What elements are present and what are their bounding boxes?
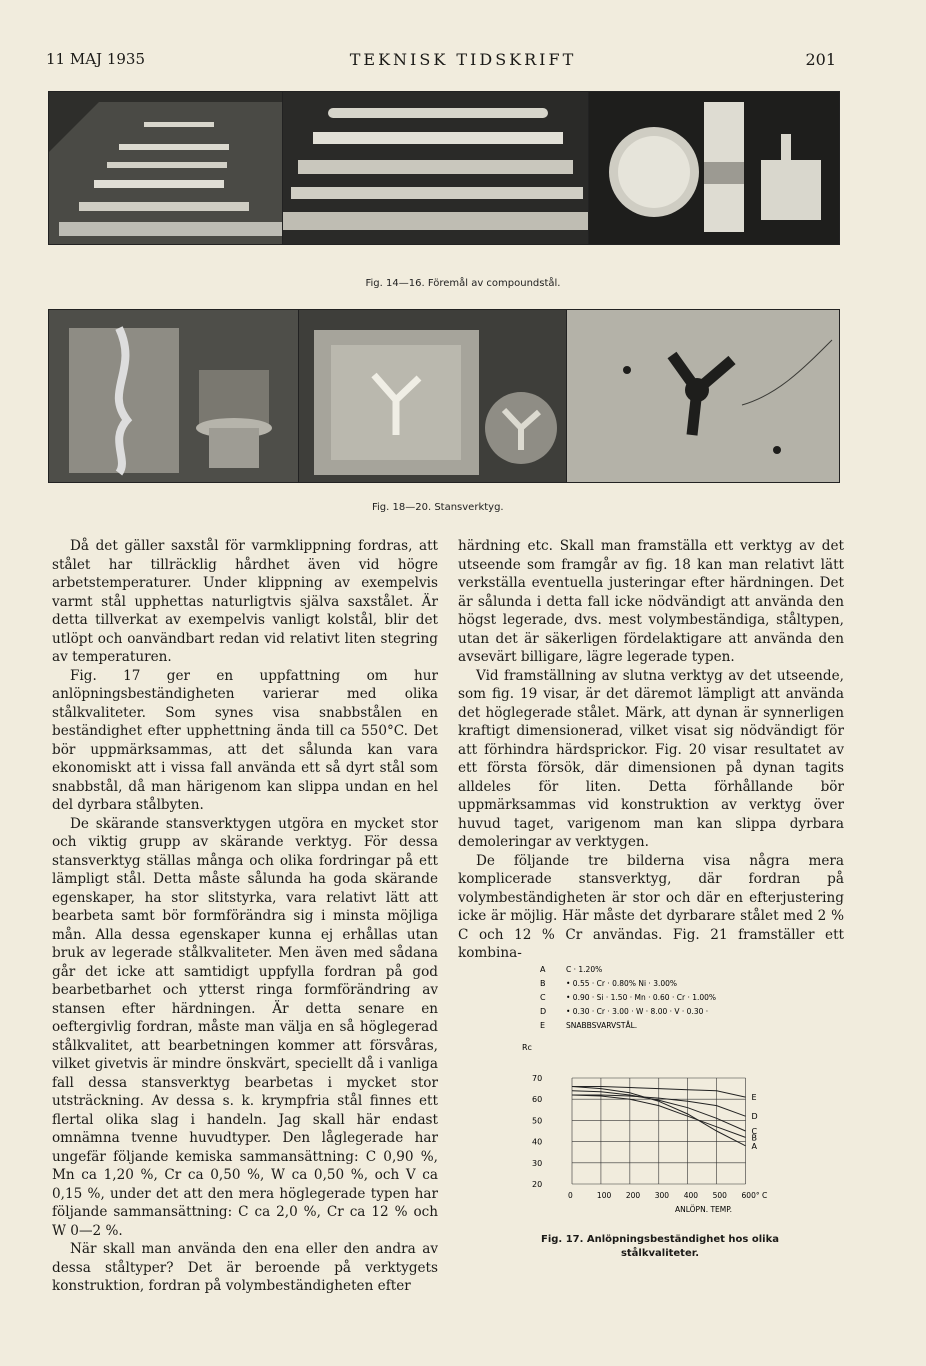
x-axis-label: ANLÖPN. TEMP.	[675, 1205, 732, 1214]
legend-entry: • 0.55 · Cr · 0.80% Ni · 3.00%	[566, 979, 678, 988]
figure-caption-14-16: Fig. 14—16. Föremål av compoundstål.	[365, 278, 561, 289]
header-date: 11 MAJ 1935	[46, 50, 146, 68]
paragraph: Då det gäller saxstål för varmklippning fordras, att stålet har tillräcklig hårdhet även vid högre arbetstemperaturer. Under klippning av exempelvis varmt stål upphettas naturligtvis själva saxstålet. Är detta tillverkat av exempelvis vanligt kolstål, blir det utlöpt och oanvändbart redan vid relativt liten stegring av temperaturen.	[52, 538, 438, 665]
series-label: A	[751, 1141, 758, 1151]
photo-fig15	[282, 91, 589, 245]
paragraph: När skall man använda den ena eller den andra av dessa ståltyper? Det är beroende på verktygets konstruktion, fordran på volymbeständigheten efter	[52, 1241, 438, 1294]
text-column-right	[458, 537, 844, 963]
x-tick-label: 600° C	[741, 1191, 768, 1200]
x-tick-label: 400	[683, 1191, 699, 1200]
paragraph: Fig. 17 ger en uppfattning om hur anlöpningsbeständigheten varierar med olika stålkvaliteter. Som synes visa snabbstålen en beständighet efter upphettning ända till ca 550°C. Det bör uppmärksammas, att det sålunda kan vara ekonomiskt att i vissa fall använda ett så dyrt stål som snabbstål, då man härigenom kan slippa undan en hel del dyrbara stålbyten.	[52, 667, 438, 813]
paragraph: De skärande stansverktygen utgöra en mycket stor och viktig grupp av skärande verktyg. För dessa stansverktyg ställas många och olika fordringar på ett lämpligt stål. Detta måste sålunda ha goda skärande egenskaper, ha stor slitstyrka, vara relativt lätt att bearbeta samt bör formförändra sig i minsta möjliga mån. Alla dessa egenskaper kunna ej erhållas utan bruk av legerade stålkvaliteter. Men även med sådana går det icke att samtidigt uppfylla fordran på god bearbetbarhet och ytterst ringa formförändring av stansen efter härdningen. Är detta senare en oeftergivlig fordran, måste man välja en så höglegerad stålkvalitet, att bearbetningen kommer att försvåras, vilket givetvis är mindre önskvärt, speciellt då i vanliga fall dessa stansverktyg bearbetas i mycket stor utsträckning. Av dessa s. k. krympfria stål finnes ett flertal olika slag i handeln. Jag skall här endast omnämna tvenne huvudtyper. Den låglegerade har ungefär följande kemiska sammansättning: C 0,90 %, Mn ca 1,20 %, Cr ca 0,50 %, W ca 0,50 %, och V ca 0,15 %, under det att den mera höglegerade typen har följande sammansättning: C ca 2,0 %, Cr ca 12 % och W 0—2 %.	[52, 815, 438, 1239]
series-label: C	[751, 1127, 758, 1136]
photo-fig16-art	[589, 92, 839, 244]
photo-fig16	[588, 91, 840, 245]
series-label: D	[751, 1112, 758, 1122]
legend-key: C	[540, 993, 546, 1002]
x-tick-label: 100	[596, 1191, 612, 1200]
series-label: E	[751, 1093, 757, 1103]
legend-entry: C · 1.20%	[566, 965, 603, 974]
text-column-left	[52, 537, 438, 1296]
fig17-chart	[510, 958, 790, 1220]
series-label: B	[751, 1133, 758, 1143]
photo-fig19	[298, 309, 568, 483]
photo-fig18-art	[49, 310, 299, 482]
fig17-caption: Fig. 17. Anlöpningsbeständighet hos olika stålkvaliteter.	[541, 1234, 779, 1259]
legend-entry: • 0.30 · Cr · 3.00 · W · 8.00 · V · 0.30 ·	[566, 1007, 709, 1016]
paragraph: härdning etc. Skall man framställa ett verktyg av det utseende som framgår av fig. 18 kan man relativt lätt verkställa eventuella justeringar efter härdningen. Det är sålunda i detta fall icke nödvändigt att använda den högst legerade, dvs. mest volymbeständiga, ståltypen, utan det är säkerligen fördelaktigare att använda den avsevärt billigare, lägre legerade typen.	[458, 538, 844, 665]
photo-fig20-art	[567, 310, 839, 482]
y-tick-label: 40	[532, 1137, 543, 1147]
page-number: 201	[805, 50, 836, 69]
x-tick-label: 500	[712, 1191, 727, 1200]
x-tick-label: 0	[568, 1191, 573, 1200]
journal-title: TEKNISK TIDSKRIFT	[349, 50, 577, 69]
y-tick-label: 20	[532, 1180, 543, 1189]
legend-key: B	[540, 979, 546, 988]
y-tick-label: 30	[532, 1158, 543, 1168]
paragraph: De följande tre bilderna visa några mera komplicerade stansverktyg, där fordran på volymbeständigheten är stor och där en efterjustering icke är möjlig. Här måste det dyrbarare stålet med 2 % C och 12 % Cr användas. Fig. 21 framställer ett kombina-	[458, 852, 844, 961]
legend-key: E	[540, 1021, 546, 1030]
x-tick-label: 200	[625, 1191, 641, 1200]
photo-fig14	[48, 91, 284, 245]
y-tick-label: 70	[532, 1074, 543, 1083]
figure-caption-18-20: Fig. 18—20. Stansverktyg.	[372, 502, 504, 513]
legend-key: D	[540, 1007, 547, 1016]
legend-entry: SNABBSVARVSTÅL.	[566, 1021, 638, 1030]
photo-fig19-art	[299, 310, 567, 482]
y-tick-label: 60	[532, 1095, 543, 1105]
paragraph: Vid framställning av slutna verktyg av det utseende, som fig. 19 visar, är det däremot lämpligt att använda det höglegerade stålet. Märk, att dynan är synnerligen kraftigt dimensionerad, vilket visat sig nödvändigt för att förhindra härdsprickor. Fig. 20 visar resultatet av ett första försök, där dimensionen på dynan tagits alldeles för liten. Detta förhållande bör uppmärksammas vid konstruktion av verktyg över huvud taget, varigenom man kan slippa dyrbara demoleringar av verktygen.	[458, 667, 844, 850]
y-axis-label: Rc	[522, 1043, 532, 1052]
photo-fig15-art	[283, 92, 588, 244]
photo-fig14-art	[49, 92, 283, 244]
y-tick-label: 50	[532, 1116, 543, 1126]
photo-fig20	[566, 309, 840, 483]
legend-key: A	[540, 965, 546, 974]
photo-fig18	[48, 309, 300, 483]
legend-entry: • 0.90 · Si · 1.50 · Mn · 0.60 · Cr · 1.00%	[566, 993, 717, 1002]
x-tick-label: 300	[654, 1191, 670, 1200]
